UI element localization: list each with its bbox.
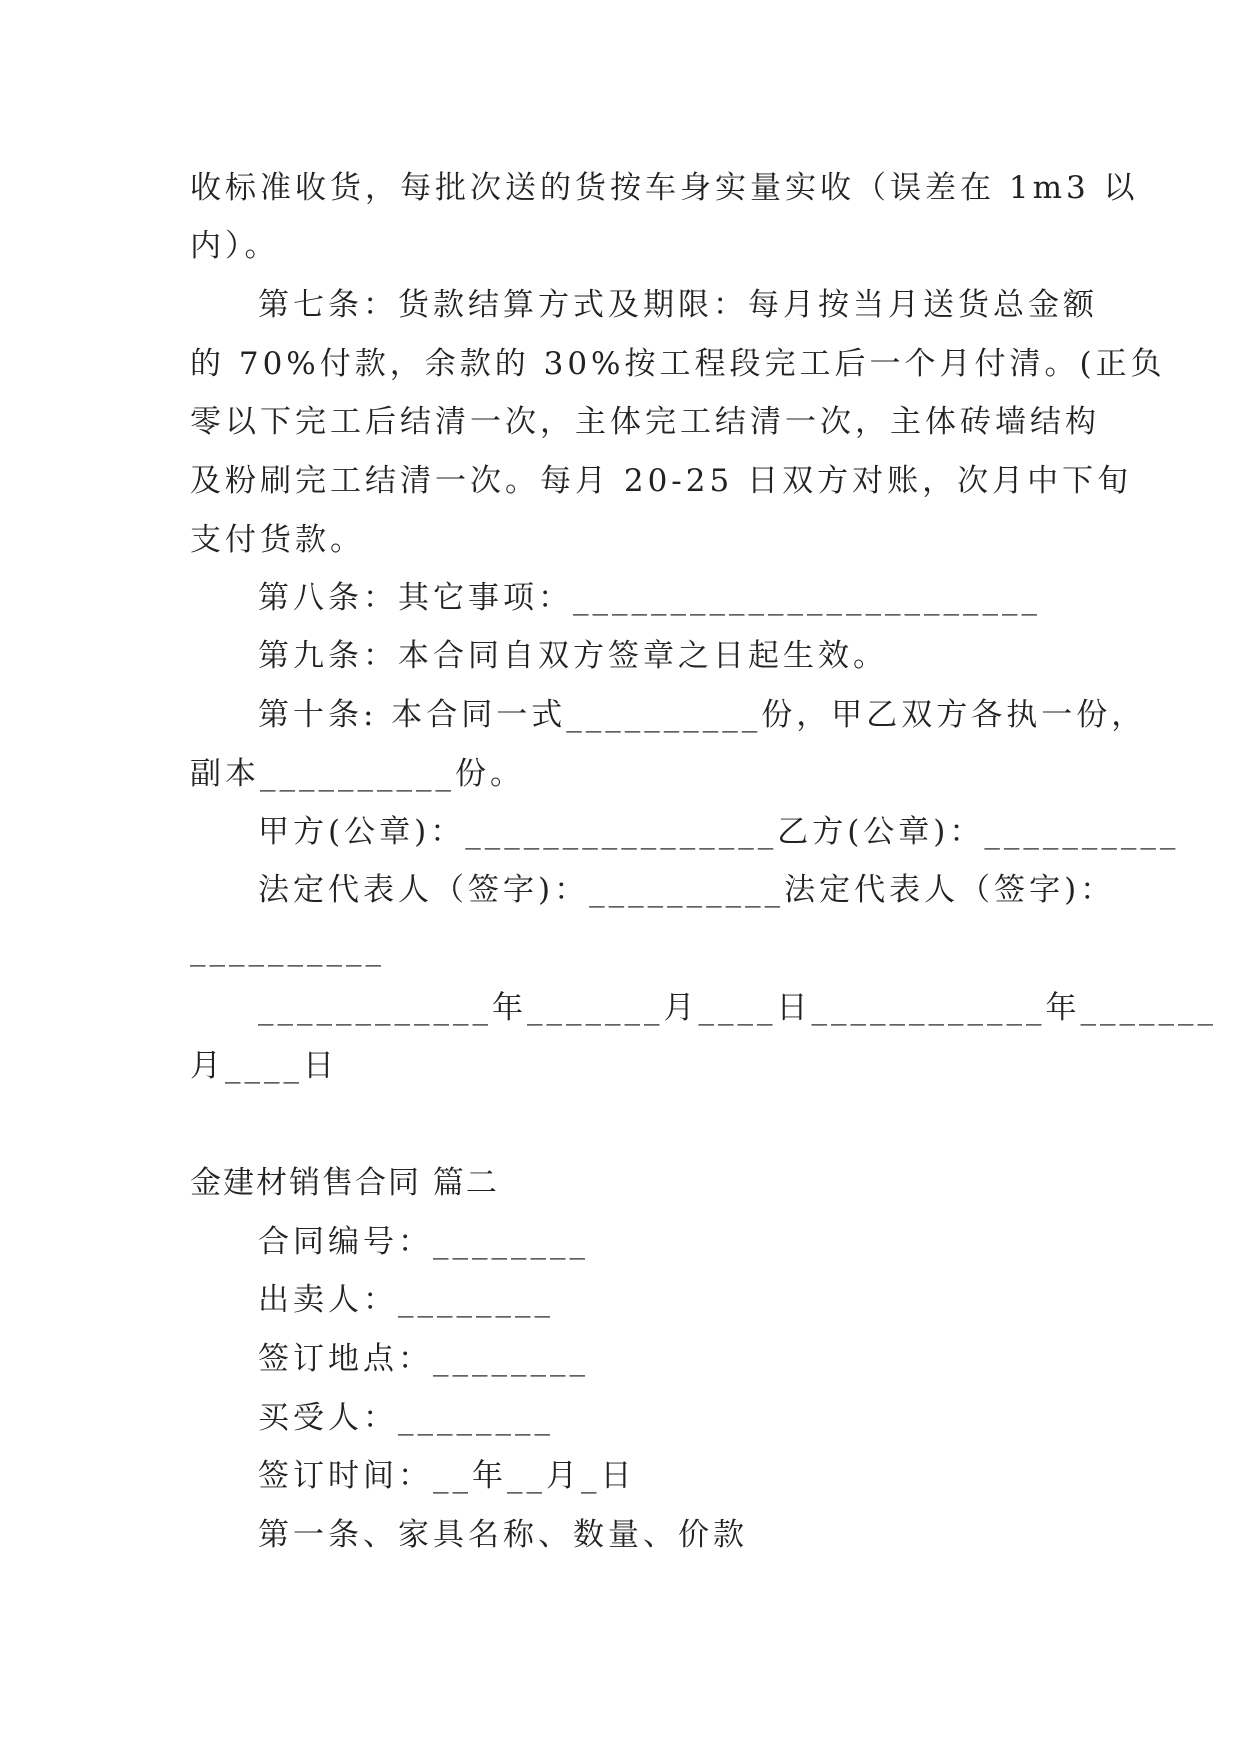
- article-8-line: 第八条：其它事项：________________________: [258, 580, 1041, 616]
- paragraph-line: 及粉刷完工结清一次。每月 20-25 日双方对账，次月中下旬: [190, 463, 1133, 499]
- seller-line: 出卖人：________: [258, 1282, 554, 1318]
- paragraph-line: 的 70%付款，余款的 30%按工程段完工后一个月付清。(正负: [190, 346, 1166, 382]
- buyer-line: 买受人：________: [258, 1400, 554, 1436]
- paragraph-line: 副本__________份。: [190, 756, 525, 792]
- paragraph-line: 零以下完工后结清一次，主体完工结清一次，主体砖墙结构: [190, 404, 1100, 440]
- legal-rep-line: 法定代表人（签字)：__________法定代表人（签字)：: [258, 872, 1116, 908]
- contract-number-line: 合同编号：________: [258, 1224, 589, 1260]
- date-line: 月____日: [190, 1048, 338, 1084]
- date-line: ____________年_______月____日____________年_______: [258, 990, 1217, 1026]
- section-title: 金建材销售合同 篇二: [190, 1165, 499, 1201]
- article-1-line: 第一条、家具名称、数量、价款: [258, 1517, 748, 1553]
- paragraph-line: 内）。: [190, 228, 280, 264]
- signing-place-line: 签订地点：________: [258, 1341, 589, 1377]
- paragraph-line: 支付货款。: [190, 522, 365, 558]
- article-7-line: 第七条：货款结算方式及期限：每月按当月送货总金额: [258, 287, 1098, 323]
- article-10-line: 第十条: 本合同一式__________份，甲乙双方各执一份，: [258, 697, 1147, 733]
- article-9-line: 第九条：本合同自双方签章之日起生效。: [258, 638, 888, 674]
- signature-blank: __________: [190, 931, 385, 967]
- signing-time-line: 签订时间：__年__月_日: [258, 1458, 636, 1494]
- party-seal-line: 甲方(公章)：________________乙方(公章)：__________: [258, 814, 1180, 850]
- paragraph-line: 收标准收货，每批次送的货按车身实量实收（误差在 1m3 以: [190, 170, 1139, 206]
